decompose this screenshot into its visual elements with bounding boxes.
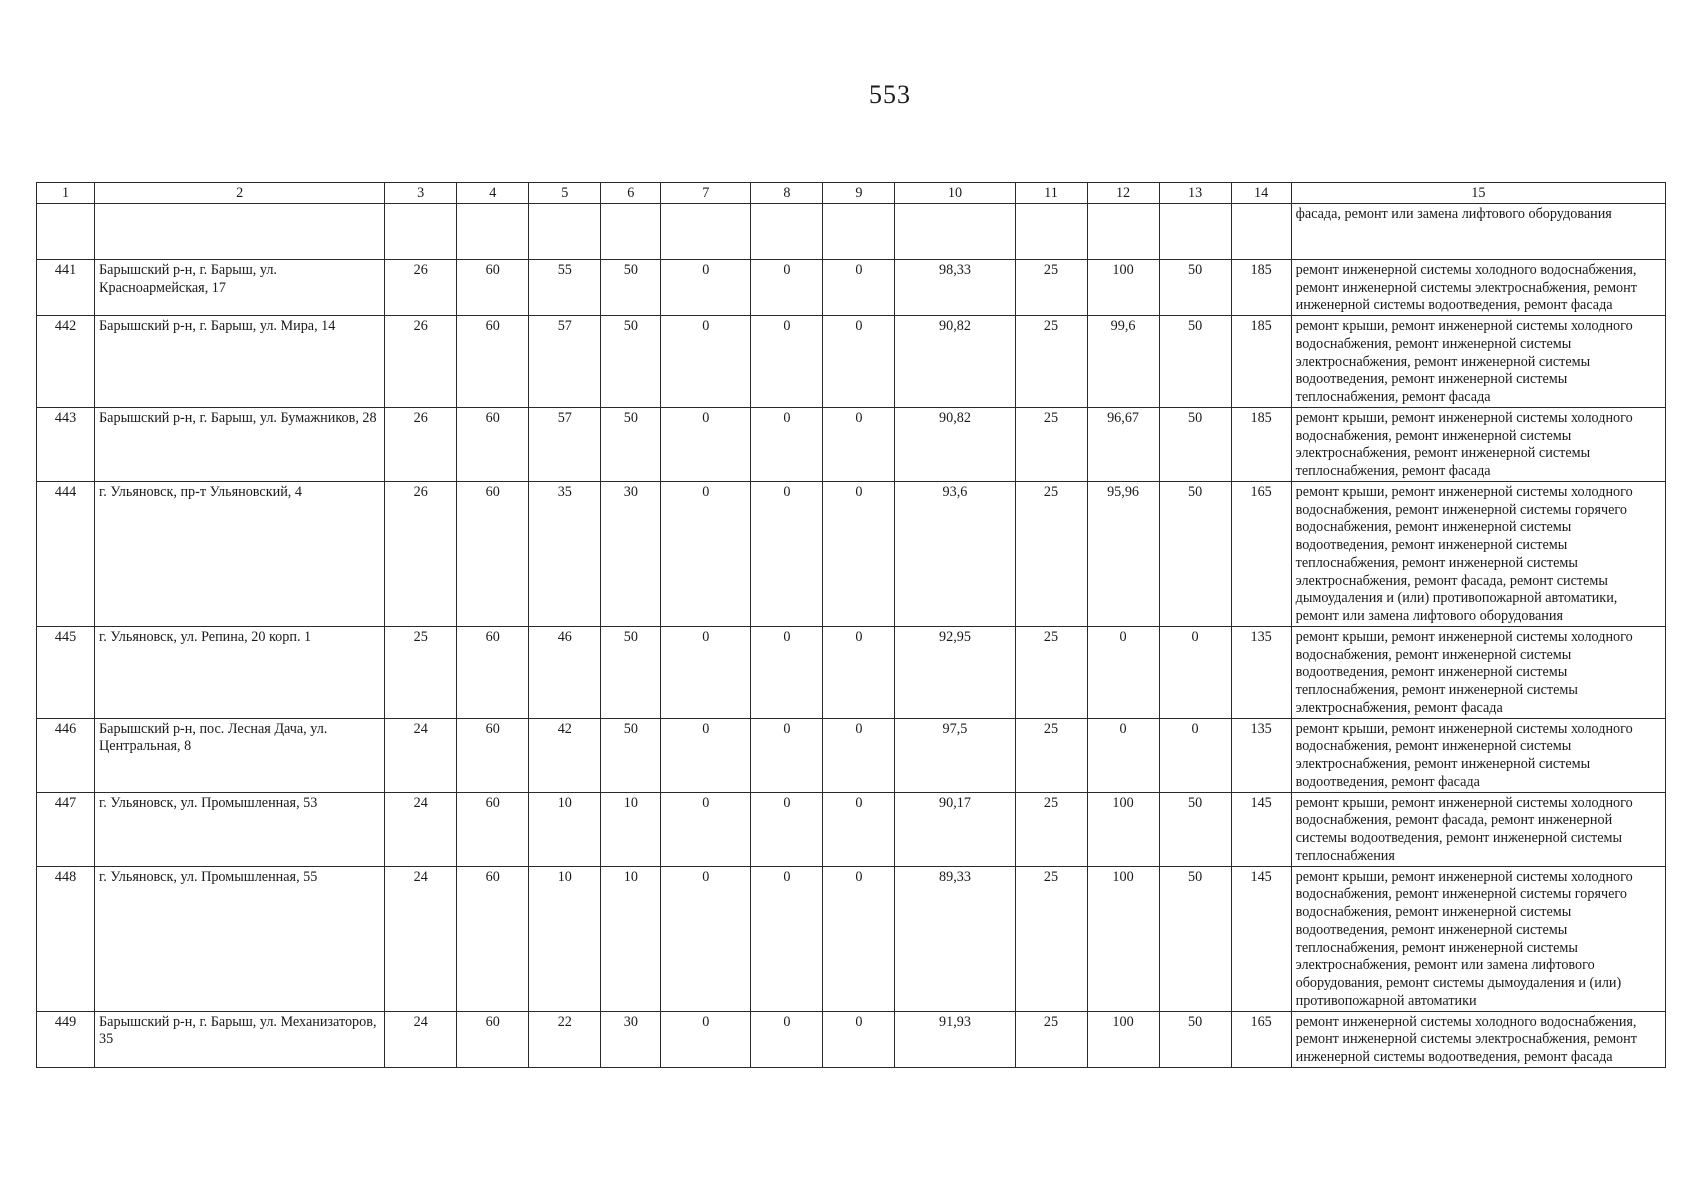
row-number-cell: 448 <box>37 866 95 1011</box>
value-cell: 0 <box>823 259 895 315</box>
value-cell: 26 <box>385 259 457 315</box>
table-cell <box>1015 203 1087 259</box>
value-cell: 50 <box>601 626 661 718</box>
column-header: 5 <box>529 183 601 204</box>
value-cell: 46 <box>529 626 601 718</box>
value-cell: 50 <box>1159 866 1231 1011</box>
value-cell: 30 <box>601 1011 661 1067</box>
works-cell: ремонт крыши, ремонт инженерной системы холодного водоснабжения, ремонт инженерной системы горячего водоснабжения, ремонт инженерной системы водоотведения, ремонт инженерной системы теплоснабжения, ремонт инженерной системы электроснабжения, ремонт фасада, ремонт системы дымоудаления и (или) противопожарной автоматики, ремонт или замена лифтового оборудования <box>1291 481 1665 626</box>
column-header: 9 <box>823 183 895 204</box>
value-cell: 0 <box>661 1011 751 1067</box>
works-cell: фасада, ремонт или замена лифтового оборудования <box>1291 203 1665 259</box>
table-row <box>37 626 1666 718</box>
value-cell: 0 <box>751 1011 823 1067</box>
value-cell: 0 <box>661 481 751 626</box>
value-cell: 0 <box>823 1011 895 1067</box>
table-row <box>37 481 1666 626</box>
row-number-cell: 447 <box>37 792 95 866</box>
value-cell: 0 <box>823 316 895 408</box>
column-header: 4 <box>457 183 529 204</box>
value-cell: 165 <box>1231 1011 1291 1067</box>
value-cell: 25 <box>1015 407 1087 481</box>
table-cell <box>1159 203 1231 259</box>
value-cell: 97,5 <box>895 718 1015 792</box>
value-cell: 98,33 <box>895 259 1015 315</box>
row-number-cell: 444 <box>37 481 95 626</box>
value-cell: 100 <box>1087 259 1159 315</box>
table-row <box>37 718 1666 792</box>
value-cell: 60 <box>457 626 529 718</box>
value-cell: 0 <box>751 626 823 718</box>
value-cell: 95,96 <box>1087 481 1159 626</box>
value-cell: 24 <box>385 718 457 792</box>
value-cell: 60 <box>457 259 529 315</box>
value-cell: 60 <box>457 866 529 1011</box>
works-cell: ремонт крыши, ремонт инженерной системы холодного водоснабжения, ремонт инженерной системы горячего водоснабжения, ремонт инженерной системы водоотведения, ремонт инженерной системы теплоснабжения, ремонт инженерной системы электроснабжения, ремонт или замена лифтового оборудования, ремонт системы дымоудаления и (или) противопожарной автоматики <box>1291 866 1665 1011</box>
column-header: 13 <box>1159 183 1231 204</box>
value-cell: 100 <box>1087 866 1159 1011</box>
table-row <box>37 316 1666 408</box>
value-cell: 60 <box>457 792 529 866</box>
table-cell <box>529 203 601 259</box>
works-cell: ремонт крыши, ремонт инженерной системы холодного водоснабжения, ремонт инженерной системы электроснабжения, ремонт инженерной системы водоотведения, ремонт фасада <box>1291 718 1665 792</box>
table-cell <box>601 203 661 259</box>
works-cell: ремонт крыши, ремонт инженерной системы холодного водоснабжения, ремонт инженерной системы электроснабжения, ремонт инженерной системы теплоснабжения, ремонт фасада <box>1291 407 1665 481</box>
value-cell: 26 <box>385 407 457 481</box>
table-row <box>37 1011 1666 1067</box>
continuation-row <box>37 203 1666 259</box>
value-cell: 0 <box>1087 626 1159 718</box>
table-cell <box>95 203 385 259</box>
table-row <box>37 866 1666 1011</box>
column-header: 15 <box>1291 183 1665 204</box>
value-cell: 50 <box>1159 481 1231 626</box>
value-cell: 0 <box>1159 626 1231 718</box>
value-cell: 24 <box>385 792 457 866</box>
value-cell: 25 <box>1015 792 1087 866</box>
table-cell <box>1087 203 1159 259</box>
value-cell: 0 <box>661 792 751 866</box>
address-cell: Барышский р-н, г. Барыш, ул. Бумажников, 28 <box>95 407 385 481</box>
table-cell <box>1231 203 1291 259</box>
value-cell: 0 <box>823 481 895 626</box>
value-cell: 60 <box>457 1011 529 1067</box>
value-cell: 57 <box>529 316 601 408</box>
value-cell: 24 <box>385 866 457 1011</box>
column-header: 8 <box>751 183 823 204</box>
value-cell: 135 <box>1231 626 1291 718</box>
value-cell: 91,93 <box>895 1011 1015 1067</box>
page-number: 553 <box>869 80 911 109</box>
value-cell: 99,6 <box>1087 316 1159 408</box>
address-cell: Барышский р-н, г. Барыш, ул. Красноармейская, 17 <box>95 259 385 315</box>
value-cell: 0 <box>751 718 823 792</box>
works-cell: ремонт крыши, ремонт инженерной системы холодного водоснабжения, ремонт инженерной системы водоотведения, ремонт инженерной системы теплоснабжения, ремонт инженерной системы электроснабжения, ремонт фасада <box>1291 626 1665 718</box>
value-cell: 25 <box>1015 259 1087 315</box>
value-cell: 90,82 <box>895 316 1015 408</box>
table-cell <box>823 203 895 259</box>
column-header: 1 <box>37 183 95 204</box>
column-header: 6 <box>601 183 661 204</box>
address-cell: г. Ульяновск, ул. Промышленная, 53 <box>95 792 385 866</box>
row-number-cell: 443 <box>37 407 95 481</box>
value-cell: 60 <box>457 316 529 408</box>
value-cell: 30 <box>601 481 661 626</box>
value-cell: 100 <box>1087 792 1159 866</box>
value-cell: 185 <box>1231 259 1291 315</box>
value-cell: 26 <box>385 481 457 626</box>
value-cell: 26 <box>385 316 457 408</box>
table-cell <box>895 203 1015 259</box>
value-cell: 25 <box>1015 626 1087 718</box>
value-cell: 60 <box>457 407 529 481</box>
value-cell: 57 <box>529 407 601 481</box>
address-cell: Барышский р-н, г. Барыш, ул. Механизаторов, 35 <box>95 1011 385 1067</box>
value-cell: 145 <box>1231 792 1291 866</box>
value-cell: 0 <box>751 407 823 481</box>
value-cell: 145 <box>1231 866 1291 1011</box>
value-cell: 0 <box>751 316 823 408</box>
value-cell: 10 <box>529 792 601 866</box>
value-cell: 93,6 <box>895 481 1015 626</box>
column-header: 11 <box>1015 183 1087 204</box>
value-cell: 50 <box>601 407 661 481</box>
row-number-cell: 446 <box>37 718 95 792</box>
value-cell: 10 <box>601 792 661 866</box>
address-cell: г. Ульяновск, ул. Репина, 20 корп. 1 <box>95 626 385 718</box>
value-cell: 0 <box>661 718 751 792</box>
value-cell: 25 <box>1015 481 1087 626</box>
value-cell: 0 <box>1087 718 1159 792</box>
table-row <box>37 792 1666 866</box>
table-cell <box>751 203 823 259</box>
value-cell: 185 <box>1231 407 1291 481</box>
column-header: 3 <box>385 183 457 204</box>
value-cell: 0 <box>661 866 751 1011</box>
value-cell: 89,33 <box>895 866 1015 1011</box>
value-cell: 90,82 <box>895 407 1015 481</box>
address-cell: Барышский р-н, пос. Лесная Дача, ул. Центральная, 8 <box>95 718 385 792</box>
value-cell: 96,67 <box>1087 407 1159 481</box>
value-cell: 92,95 <box>895 626 1015 718</box>
value-cell: 22 <box>529 1011 601 1067</box>
table-row <box>37 259 1666 315</box>
value-cell: 25 <box>1015 1011 1087 1067</box>
value-cell: 0 <box>823 718 895 792</box>
value-cell: 55 <box>529 259 601 315</box>
value-cell: 0 <box>751 792 823 866</box>
address-cell: г. Ульяновск, ул. Промышленная, 55 <box>95 866 385 1011</box>
column-header: 14 <box>1231 183 1291 204</box>
works-cell: ремонт крыши, ремонт инженерной системы холодного водоснабжения, ремонт инженерной системы электроснабжения, ремонт инженерной системы водоотведения, ремонт инженерной системы теплоснабжения, ремонт фасада <box>1291 316 1665 408</box>
value-cell: 0 <box>751 481 823 626</box>
value-cell: 25 <box>1015 866 1087 1011</box>
row-number-cell: 441 <box>37 259 95 315</box>
value-cell: 165 <box>1231 481 1291 626</box>
address-cell: г. Ульяновск, пр-т Ульяновский, 4 <box>95 481 385 626</box>
table-body <box>37 259 1666 1067</box>
column-header: 10 <box>895 183 1015 204</box>
value-cell: 0 <box>823 626 895 718</box>
value-cell: 0 <box>661 259 751 315</box>
value-cell: 50 <box>1159 316 1231 408</box>
value-cell: 0 <box>1159 718 1231 792</box>
value-cell: 0 <box>661 316 751 408</box>
value-cell: 60 <box>457 718 529 792</box>
value-cell: 0 <box>751 866 823 1011</box>
value-cell: 100 <box>1087 1011 1159 1067</box>
row-number-cell: 445 <box>37 626 95 718</box>
value-cell: 0 <box>823 407 895 481</box>
works-cell: ремонт инженерной системы холодного водоснабжения, ремонт инженерной системы электроснабжения, ремонт инженерной системы водоотведения, ремонт фасада <box>1291 259 1665 315</box>
value-cell: 0 <box>661 626 751 718</box>
value-cell: 0 <box>661 407 751 481</box>
value-cell: 50 <box>601 259 661 315</box>
value-cell: 50 <box>1159 792 1231 866</box>
works-cell: ремонт инженерной системы холодного водоснабжения, ремонт инженерной системы электроснабжения, ремонт инженерной системы водоотведения, ремонт фасада <box>1291 1011 1665 1067</box>
value-cell: 50 <box>601 316 661 408</box>
address-cell: Барышский р-н, г. Барыш, ул. Мира, 14 <box>95 316 385 408</box>
value-cell: 0 <box>823 866 895 1011</box>
value-cell: 50 <box>1159 1011 1231 1067</box>
column-header: 7 <box>661 183 751 204</box>
value-cell: 35 <box>529 481 601 626</box>
table-cell <box>385 203 457 259</box>
works-cell: ремонт крыши, ремонт инженерной системы холодного водоснабжения, ремонт фасада, ремонт инженерной системы водоотведения, ремонт инженерной системы теплоснабжения <box>1291 792 1665 866</box>
table-cell <box>457 203 529 259</box>
row-number-cell: 442 <box>37 316 95 408</box>
row-number-cell: 449 <box>37 1011 95 1067</box>
value-cell: 50 <box>1159 407 1231 481</box>
value-cell: 10 <box>529 866 601 1011</box>
value-cell: 135 <box>1231 718 1291 792</box>
column-header: 2 <box>95 183 385 204</box>
header-row <box>37 183 1666 204</box>
value-cell: 0 <box>823 792 895 866</box>
value-cell: 25 <box>385 626 457 718</box>
table-cell <box>661 203 751 259</box>
table-cell <box>37 203 95 259</box>
value-cell: 42 <box>529 718 601 792</box>
value-cell: 50 <box>1159 259 1231 315</box>
value-cell: 10 <box>601 866 661 1011</box>
value-cell: 25 <box>1015 718 1087 792</box>
value-cell: 60 <box>457 481 529 626</box>
value-cell: 185 <box>1231 316 1291 408</box>
value-cell: 24 <box>385 1011 457 1067</box>
column-header: 12 <box>1087 183 1159 204</box>
register-table <box>36 182 1666 1068</box>
value-cell: 90,17 <box>895 792 1015 866</box>
value-cell: 50 <box>601 718 661 792</box>
table-row <box>37 407 1666 481</box>
value-cell: 0 <box>751 259 823 315</box>
value-cell: 25 <box>1015 316 1087 408</box>
